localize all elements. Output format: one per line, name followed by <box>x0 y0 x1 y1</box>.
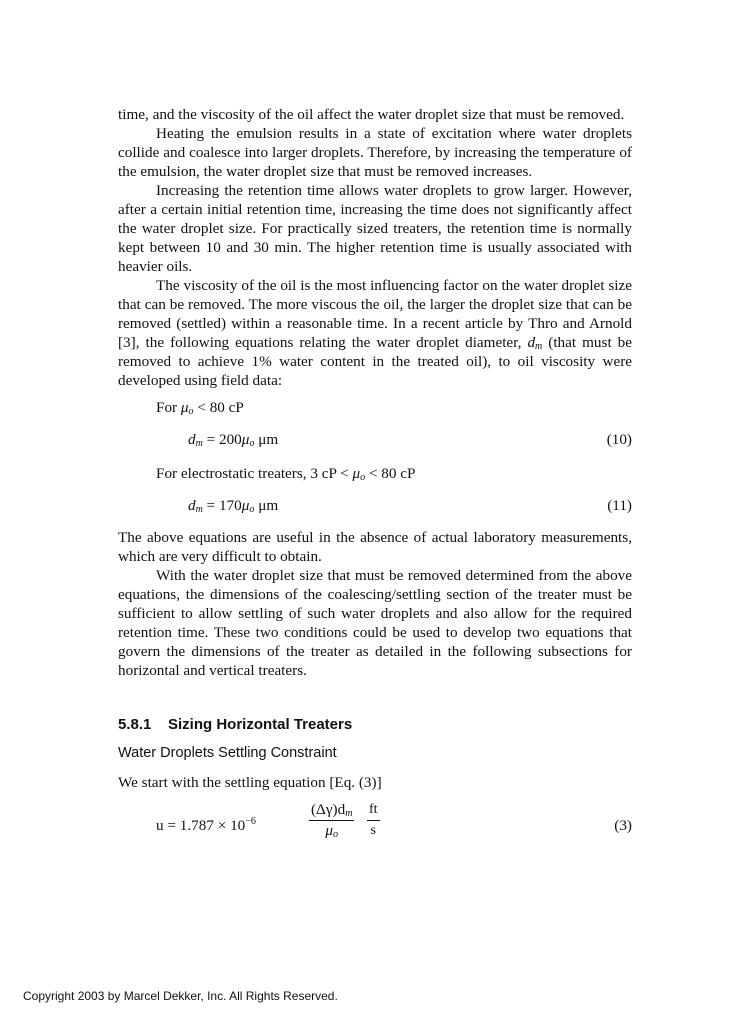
section-title: Sizing Horizontal Treaters <box>168 716 353 733</box>
paragraph-equations-usefulness: The above equations are useful in the absence of actual laboratory measurements, which are very difficult to obtain. <box>118 529 632 565</box>
equation-11-number: (11) <box>607 497 632 514</box>
copyright-footer: Copyright 2003 by Marcel Dekker, Inc. All Rights Reserved. <box>23 989 338 1003</box>
paragraph-viscosity-end: time, and the viscosity of the oil affect the water droplet size that must be removed. <box>118 106 625 123</box>
equation-3 <box>156 801 632 848</box>
paragraph-settling-intro: We start with the settling equation [Eq. (3)] <box>118 774 382 791</box>
equation-11: $d_m = 170\mu_o$ μm (11) <box>188 497 632 515</box>
document-page <box>118 105 632 848</box>
equation-10-number: (10) <box>606 431 632 448</box>
paragraph-droplet-size-dimensions: With the water droplet size that must be removed determined from the above equations, the dimensions of the coalescing/settling section of the treater must be sufficient to allow settling of such water droplets and also allow for the required retention time. These two conditions could be used to develop two equations that govern the dimensions of the treater as detailed in the following subsections for horizontal and vertical treaters. <box>118 567 632 679</box>
equation-3-unit: $\frac{ft}{s}$ <box>369 802 378 838</box>
paragraph-oil-viscosity: The viscosity of the oil is the most influencing factor on the water droplet size that can be removed. The more viscous the oil, the larger the droplet size that can be removed (settled) within a reasonable time. In a recent article by Thro and Arnold [3], the following equations relating the water droplet diameter, $d_m$ (that must be removed to achieve 1% water content in the treated oil), to oil viscosity were developed using field data: <box>118 277 633 389</box>
equation-3-lhs: $u = 1.787 \times 10^{-6}$ <box>156 816 256 834</box>
paragraph-retention-time: Increasing the retention time allows water droplets to grow larger. However, after a certain initial retention time, increasing the time does not significantly affect the water droplet size. For practically sized treaters, the retention time is normally kept between 10 and 30 min. The higher retention time is usually associated with heavier oils. <box>118 182 632 275</box>
paragraph-heating: Heating the emulsion results in a state of excitation where water droplets collide and coalesce into larger droplets. Therefore, by increasing the temperature of the emulsion, the water droplet size that must be removed increases. <box>118 125 632 180</box>
equation-3-fraction: $\frac{(\Delta\gamma)d_m}{\mu_o}$ <box>311 801 353 840</box>
subsection-heading: Water Droplets Settling Constraint <box>118 745 337 761</box>
equation-10: $d_m = 200\mu_o$ μm (10) <box>188 431 632 449</box>
section-number: 5.8.1 <box>118 716 152 733</box>
equation-11-condition: For electrostatic treaters, 3 cP < $\mu_o < 80$ cP <box>156 465 416 483</box>
section-heading <box>118 715 632 735</box>
equation-3-number: (3) <box>614 817 632 834</box>
equation-10-condition: For $\mu_o < 80$ cP <box>156 399 244 417</box>
